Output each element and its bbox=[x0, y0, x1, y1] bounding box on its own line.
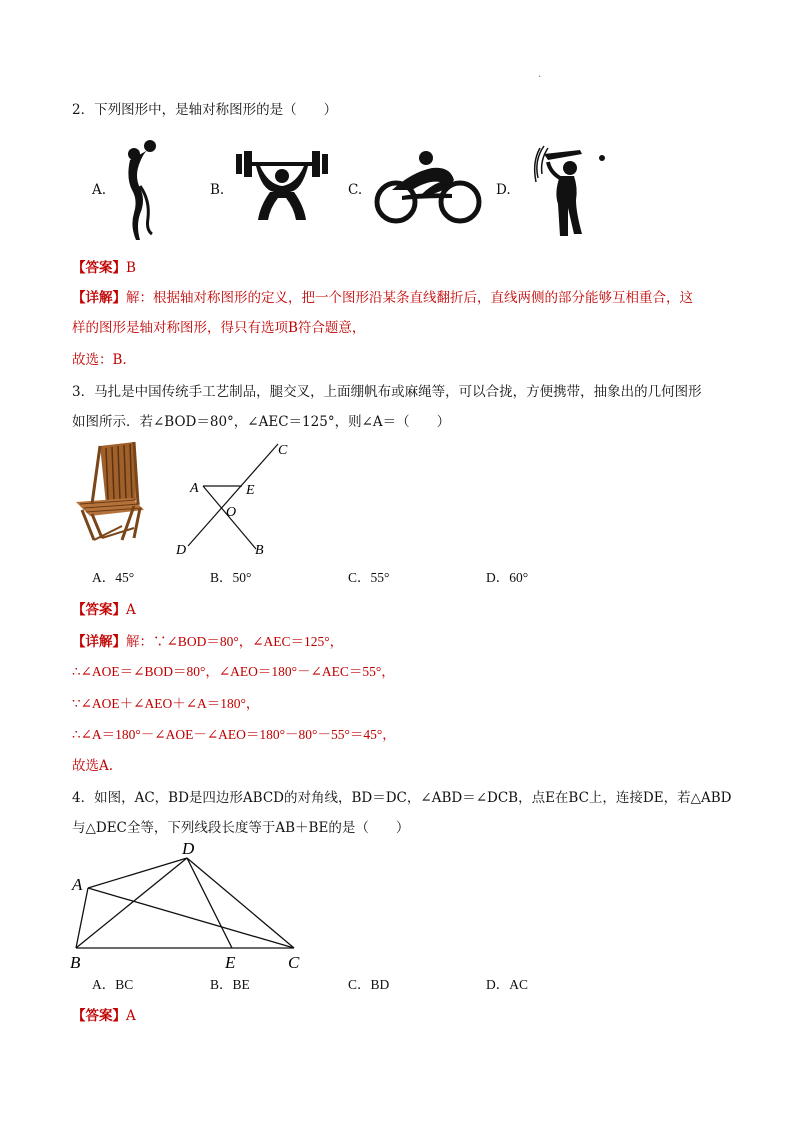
q4-label-a: A bbox=[72, 875, 83, 894]
cyclist-figure bbox=[372, 150, 484, 224]
q4-answer: A bbox=[126, 1008, 136, 1024]
q3-option-a: A．45° bbox=[92, 570, 135, 585]
badminton-player-figure bbox=[520, 142, 610, 238]
q3-option-d: D．60° bbox=[486, 570, 529, 585]
q3-detail-line3: ∵∠AOE＋∠AEO＋∠A＝180°， bbox=[72, 696, 260, 711]
q3-answer: A bbox=[126, 602, 136, 618]
q4-stem-line1: 4．如图，AC，BD是四边形ABCD的对角线，BD＝DC，∠ABD＝∠DCB，点E在BC上，连接DE，若△ABD bbox=[72, 790, 732, 806]
q3-stem-line2: 如图所示．若∠BOD＝80°，∠AEC＝125°，则∠A＝（ ） bbox=[72, 414, 451, 430]
q3-conclusion: 故选A. bbox=[72, 758, 114, 774]
q2-detail-line1: 解：根据轴对称图形的定义，把一个图形沿某条直线翻折后，直线两侧的部分能够互相重合，这 bbox=[126, 290, 693, 306]
q3-label-b: B bbox=[255, 543, 264, 558]
q3-label-c: C bbox=[278, 443, 288, 458]
q3-detail-line2: ∴∠AOE＝∠BOD＝80°，∠AEO＝180°－∠AEC＝55°， bbox=[72, 664, 395, 679]
q4-option-a: A．BC bbox=[92, 977, 134, 992]
q3-detail-line1: 解：∵∠BOD＝80°，∠AEC＝125°， bbox=[126, 634, 344, 649]
q2-answer: B bbox=[126, 260, 136, 276]
q3-option-c: C．55° bbox=[348, 570, 390, 585]
header-mark: · bbox=[538, 72, 542, 83]
q3-stem-line1: 3．马扎是中国传统手工艺制品，腿交叉，上面绷帆布或麻绳等，可以合拢，方便携带，抽象出的几何图形 bbox=[72, 384, 702, 400]
q3-label-e: E bbox=[246, 483, 255, 498]
q3-detail-line4: ∴∠A＝180°－∠AOE－∠AEO＝180°－80°－55°＝45°， bbox=[72, 727, 396, 742]
weightlifter-figure bbox=[118, 138, 168, 243]
q3-option-b: B．50° bbox=[210, 570, 252, 585]
q3-detail-tag: 【详解】 bbox=[72, 634, 126, 649]
q4-label-d: D bbox=[182, 839, 195, 858]
barbell-lifter-figure bbox=[234, 150, 330, 224]
q3-label-d: D bbox=[176, 543, 187, 558]
q4-label-b: B bbox=[70, 953, 81, 972]
stool-geometry-diagram bbox=[170, 436, 310, 560]
q2-answer-tag: 【答案】 bbox=[72, 260, 126, 276]
q2-option-b: B. bbox=[210, 182, 225, 198]
q2-option-d: D. bbox=[496, 182, 511, 198]
q2-conclusion: 故选：B. bbox=[72, 352, 127, 368]
q4-answer-tag: 【答案】 bbox=[72, 1008, 126, 1024]
q3-answer-tag: 【答案】 bbox=[72, 602, 126, 618]
q4-option-d: D．AC bbox=[486, 977, 529, 992]
q3-label-o: O bbox=[226, 505, 237, 520]
q2-detail-line2: 样的图形是轴对称图形，得只有选项B符合题意， bbox=[72, 320, 366, 336]
q4-option-b: B．BE bbox=[210, 977, 250, 992]
q3-label-a: A bbox=[190, 481, 199, 496]
q2-option-a: A. bbox=[92, 182, 107, 198]
q4-option-c: C．BD bbox=[348, 977, 390, 992]
q2-stem: 2．下列图形中，是轴对称图形的是（ ） bbox=[72, 102, 338, 118]
q4-label-c: C bbox=[288, 953, 300, 972]
quadrilateral-diagram bbox=[64, 836, 314, 974]
folding-stool-picture bbox=[72, 440, 154, 544]
q2-option-c: C. bbox=[348, 182, 363, 198]
q4-stem-line2: 与△DEC全等，下列线段长度等于AB＋BE的是（ ） bbox=[72, 820, 410, 836]
q4-label-e: E bbox=[225, 953, 236, 972]
q2-detail-tag: 【详解】 bbox=[72, 290, 126, 306]
